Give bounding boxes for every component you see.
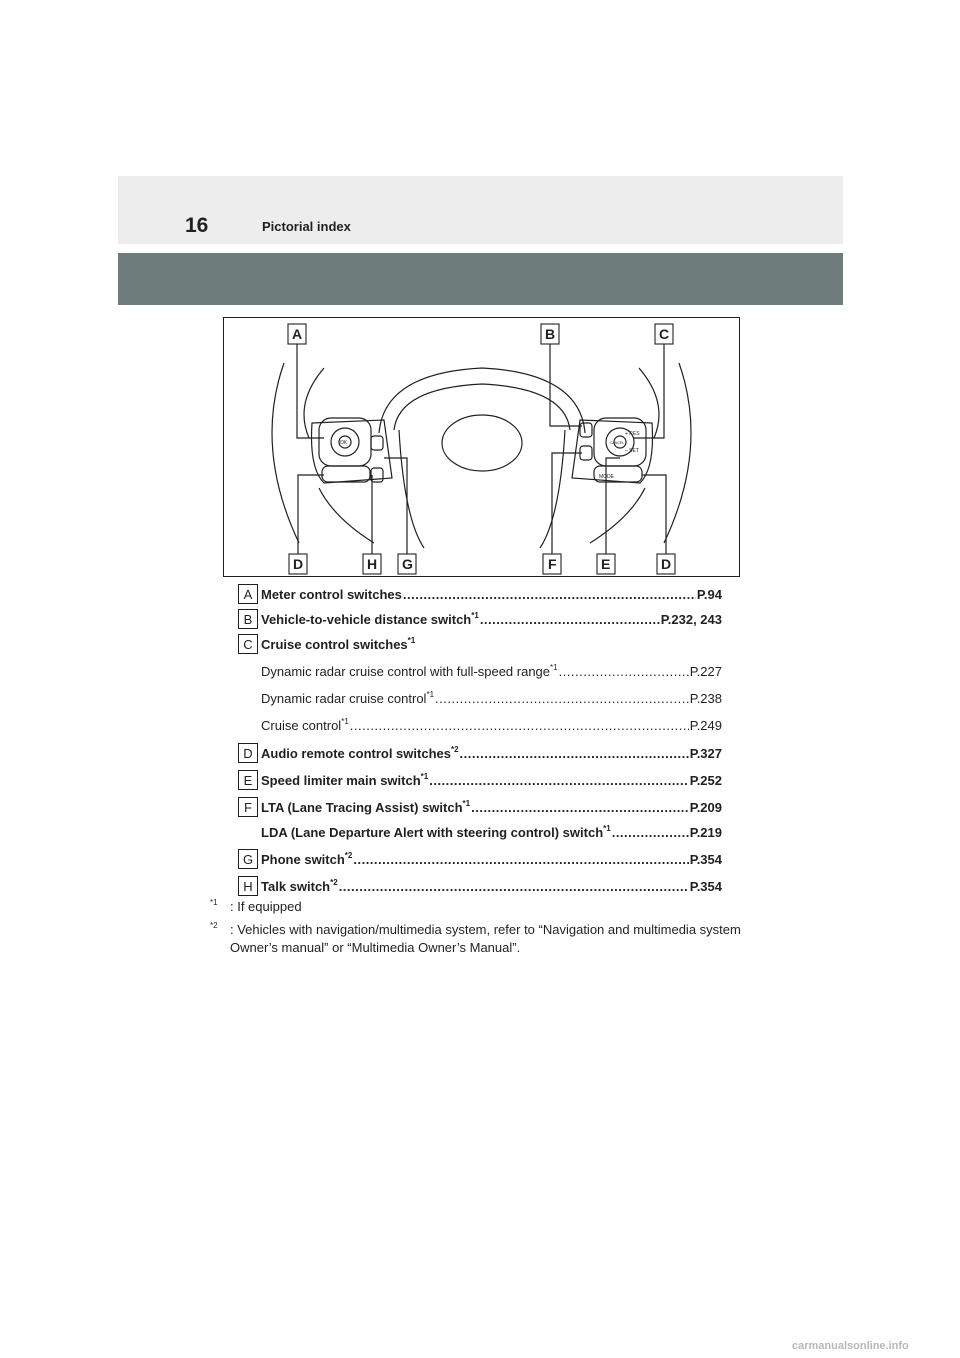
left-outer-arc (272, 363, 299, 543)
item-letter-box: G (238, 849, 258, 869)
item-label: Audio remote control switches (261, 746, 451, 761)
item-letter-box: E (238, 770, 258, 790)
page-number: 16 (185, 214, 209, 237)
right-outer-arc (664, 363, 691, 543)
footnote (210, 898, 750, 916)
item-label: Talk switch (261, 879, 331, 894)
list-item (238, 715, 728, 737)
item-letter-box: H (238, 876, 258, 896)
page-ref-link[interactable]: P.209 (689, 800, 722, 815)
footnote-mark: *2 (330, 878, 338, 887)
res-label: + RES (625, 431, 640, 437)
item-label: Speed limiter main switch (261, 773, 421, 788)
horn-pad (442, 415, 522, 471)
callout-D-right: D (661, 556, 672, 572)
footnote-mark: *2 (450, 745, 459, 754)
list-item (238, 743, 728, 765)
page-ref-link[interactable]: P.219 (689, 825, 722, 840)
lower-left-spoke (319, 488, 374, 543)
watermark: carmanualsonline.info (792, 1340, 909, 1352)
steering-wheel-illustration (224, 318, 741, 578)
page-ref-link[interactable]: P.354 (689, 852, 722, 867)
phone-button (371, 436, 383, 450)
footnote-mark: *1 (426, 690, 435, 699)
center-housing-top (379, 368, 585, 433)
center-housing-inner (394, 384, 570, 430)
callout-E: E (601, 556, 611, 572)
item-letter-box: D (238, 743, 258, 763)
footnote-mark: *1 (603, 824, 611, 833)
list-item (238, 609, 728, 631)
cancel-label: CANCEL (610, 441, 625, 445)
callout-A: A (292, 326, 303, 342)
rim-right (639, 368, 659, 438)
distance-button (580, 423, 592, 437)
callout-G: G (402, 556, 413, 572)
leader-D-left (298, 475, 324, 554)
footnote-mark: *1 (550, 663, 558, 672)
list-item (238, 770, 728, 792)
item-label: LTA (Lane Tracing Assist) switch (261, 800, 463, 815)
leader-G (384, 458, 407, 554)
footnote-text: : If equipped (230, 899, 302, 914)
footnote-mark: *2 (344, 851, 353, 860)
list-item (238, 797, 728, 819)
callout-F: F (548, 556, 557, 572)
footnotes (210, 898, 750, 962)
leader-C (634, 344, 664, 438)
item-letter-box: C (238, 634, 258, 654)
page-ref-link[interactable]: P.327 (689, 746, 722, 761)
rim-left (304, 368, 324, 438)
page-ref-link[interactable]: P.238 (689, 691, 722, 706)
section-title: Pictorial index (262, 219, 351, 234)
page-ref-link[interactable]: P.354 (689, 879, 722, 894)
page-ref-link[interactable]: P.252 (689, 773, 722, 788)
page-ref-link[interactable]: P.232, 243 (660, 612, 722, 627)
footnote-mark: *1 (471, 611, 479, 620)
footnote-mark: *1 (462, 799, 471, 808)
callout-H: H (367, 556, 378, 572)
steering-wheel-figure (223, 317, 740, 577)
list-item (238, 584, 728, 606)
item-label: Cruise control switches (261, 637, 408, 652)
leader-E (606, 458, 620, 554)
ok-label: OK (340, 440, 348, 446)
section-bar (118, 253, 843, 305)
list-item (238, 849, 728, 871)
item-letter-box: F (238, 797, 258, 817)
page-ref-link[interactable]: P.227 (689, 664, 722, 679)
list-item (238, 634, 728, 656)
callout-D-left: D (293, 556, 304, 572)
callout-B: B (545, 326, 556, 342)
footnote-mark: *1 (210, 898, 218, 907)
page-ref-link[interactable]: P.249 (689, 718, 722, 733)
footnote-mark: *1 (407, 636, 416, 645)
list-item (238, 661, 728, 683)
mode-label: MODE (599, 474, 614, 480)
list-item (238, 688, 728, 710)
list-item (238, 822, 728, 844)
item-letter-box: B (238, 609, 258, 629)
header-band (118, 176, 843, 244)
list-item (238, 876, 728, 898)
callout-C: C (659, 326, 670, 342)
item-label: Dynamic radar cruise control (261, 691, 427, 706)
item-label: Vehicle-to-vehicle distance switch (261, 612, 472, 627)
footnote-mark: *2 (210, 921, 218, 930)
item-label: LDA (Lane Departure Alert with steering control) switch (261, 825, 604, 840)
leader-D-right (642, 475, 666, 554)
item-label: Dynamic radar cruise control with full-speed range (261, 664, 551, 679)
center-housing-left (399, 430, 424, 548)
item-label: Phone switch (261, 852, 345, 867)
item-letter-box: A (238, 584, 258, 604)
footnote-text: : Vehicles with navigation/multimedia system, refer to “Navigation and multimedia system Owner’s manual” or “Multimedia Owner’s Manual”. (230, 922, 741, 955)
footnote (210, 921, 750, 957)
page-ref-link[interactable]: P.94 (696, 587, 722, 602)
set-label: – SET (625, 448, 639, 454)
footnote-mark: *1 (341, 717, 349, 726)
lower-right-spoke (590, 488, 645, 543)
item-label: Cruise control (261, 718, 342, 733)
item-label: Meter control switches (261, 587, 402, 602)
footnote-mark: *1 (420, 772, 429, 781)
